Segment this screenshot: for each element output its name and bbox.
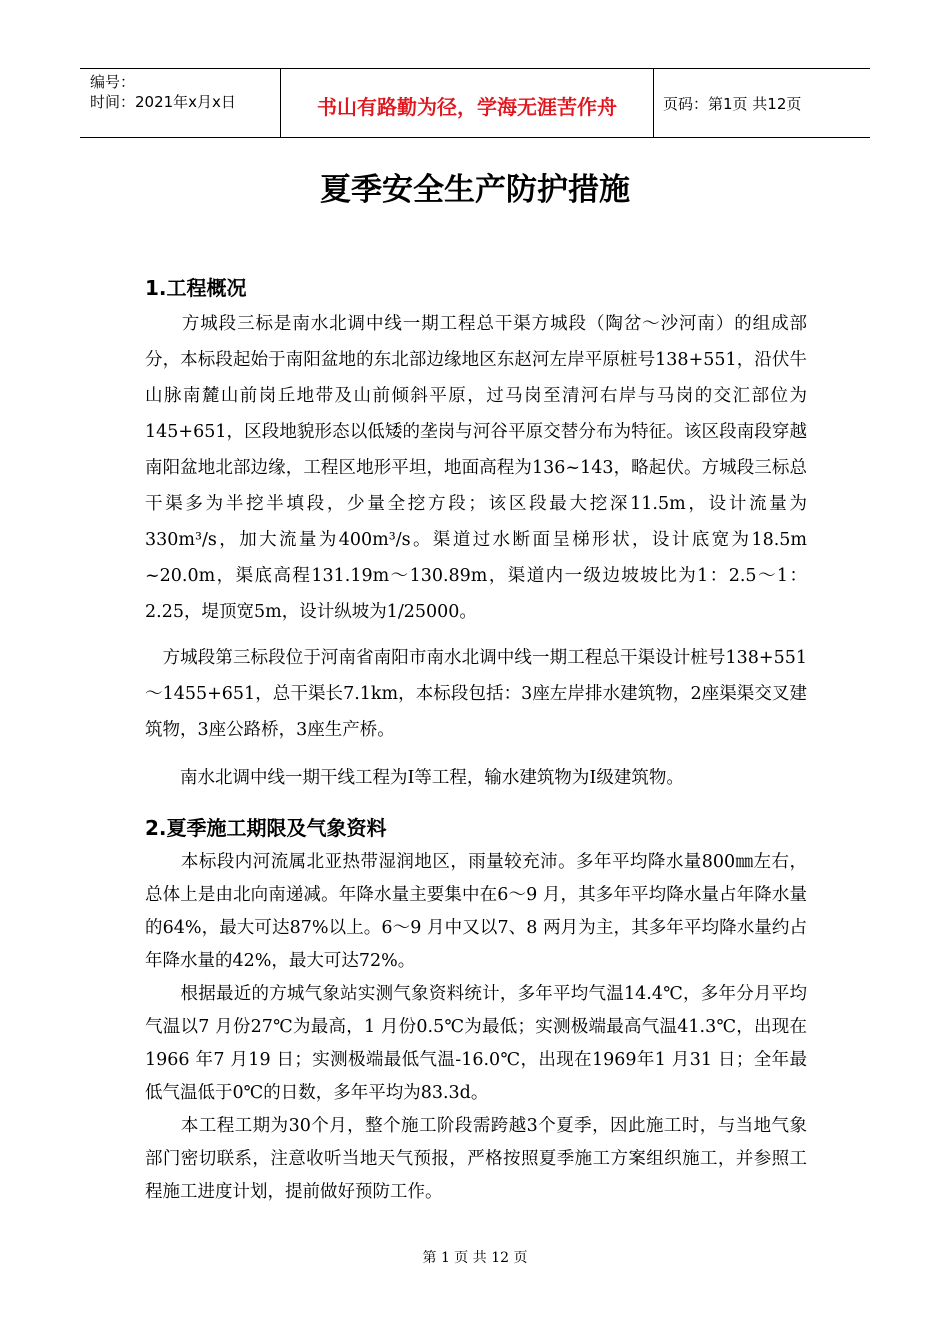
header-motto-cell: [280, 69, 654, 137]
section-heading-climate: 2.夏季施工期限及气象资料: [145, 816, 387, 840]
header-page-number: 页码：第1页 共12页: [663, 95, 802, 113]
header-table: [80, 68, 870, 138]
motto-text: 书山有路勤为径，学海无涯苦作舟: [317, 95, 617, 119]
section-heading-overview: 1.工程概况: [145, 276, 247, 300]
document-code-label: 编号：: [90, 73, 136, 91]
document-title: 夏季安全生产防护措施: [320, 172, 630, 208]
header-info-cell: [80, 69, 280, 137]
paragraph-overview-3: 南水北调中线一期干线工程为Ⅰ等工程，输水建筑物为Ⅰ级建筑物。: [145, 768, 684, 788]
paragraph-climate-2: 根据最近的方城气象站实测气象资料统计，多年平均气温14.4℃，多年分月平均气温以7 月份27℃为最高，1 月份0.5℃为最低；实测极端最高气温41.3℃，出现在1966 年7 月19 日；实测极端最低气温-16.0℃，出现在1969年1 月31 日；全年最低气温低于0℃的日数，多年平均为83.3d。: [145, 984, 807, 1103]
header-page-cell: [653, 69, 870, 137]
paragraph-overview-2: 方城段第三标段位于河南省南阳市南水北调中线一期工程总干渠设计桩号138+551～1455+651，总干渠长7.1km，本标段包括：3座左岸排水建筑物，2座渠渠交叉建筑物，3座公路桥，3座生产桥。: [145, 648, 807, 740]
paragraph-overview-1: 方城段三标是南水北调中线一期工程总干渠方城段（陶岔～沙河南）的组成部分，本标段起始于南阳盆地的东北部边缘地区东赵河左岸平原桩号138+551，沿伏牛山脉南麓山前岗丘地带及山前倾斜平原，过马岗至清河右岸与马岗的交汇部位为145+651，区段地貌形态以低矮的垄岗与河谷平原交替分布为特征。该区段南段穿越南阳盆地北部边缘，工程区地形平坦，地面高程为136~143，略起伏。方城段三标总干渠多为半挖半填段，少量全挖方段；该区段最大挖深11.5m，设计流量为330m³/s，加大流量为400m³/s。渠道过水断面呈梯形状，设计底宽为18.5m ~20.0m，渠底高程131.19m～130.89m，渠道内一级边坡坡比为1：2.5～1：2.25，堤顶宽5m，设计纵坡为1/25000。: [145, 314, 807, 622]
paragraph-climate-1: 本标段内河流属北亚热带湿润地区，雨量较充沛。多年平均降水量800㎜左右，总体上是由北向南递减。年降水量主要集中在6～9 月，其多年平均降水量占年降水量的64%，最大可达87%以上。6～9 月中又以7、8 两月为主，其多年平均降水量约占年降水量的42%，最大可达72%。: [145, 852, 807, 971]
paragraph-climate-3: 本工程工期为30个月，整个施工阶段需跨越3个夏季，因此施工时，与当地气象部门密切联系，注意收听当地天气预报，严格按照夏季施工方案组织施工，并参照工程施工进度计划，提前做好预防工作。: [145, 1116, 807, 1202]
page-footer: 第 1 页 共 12 页: [422, 1250, 528, 1266]
document-date-label: 时间：2021年x月x日: [90, 93, 236, 111]
